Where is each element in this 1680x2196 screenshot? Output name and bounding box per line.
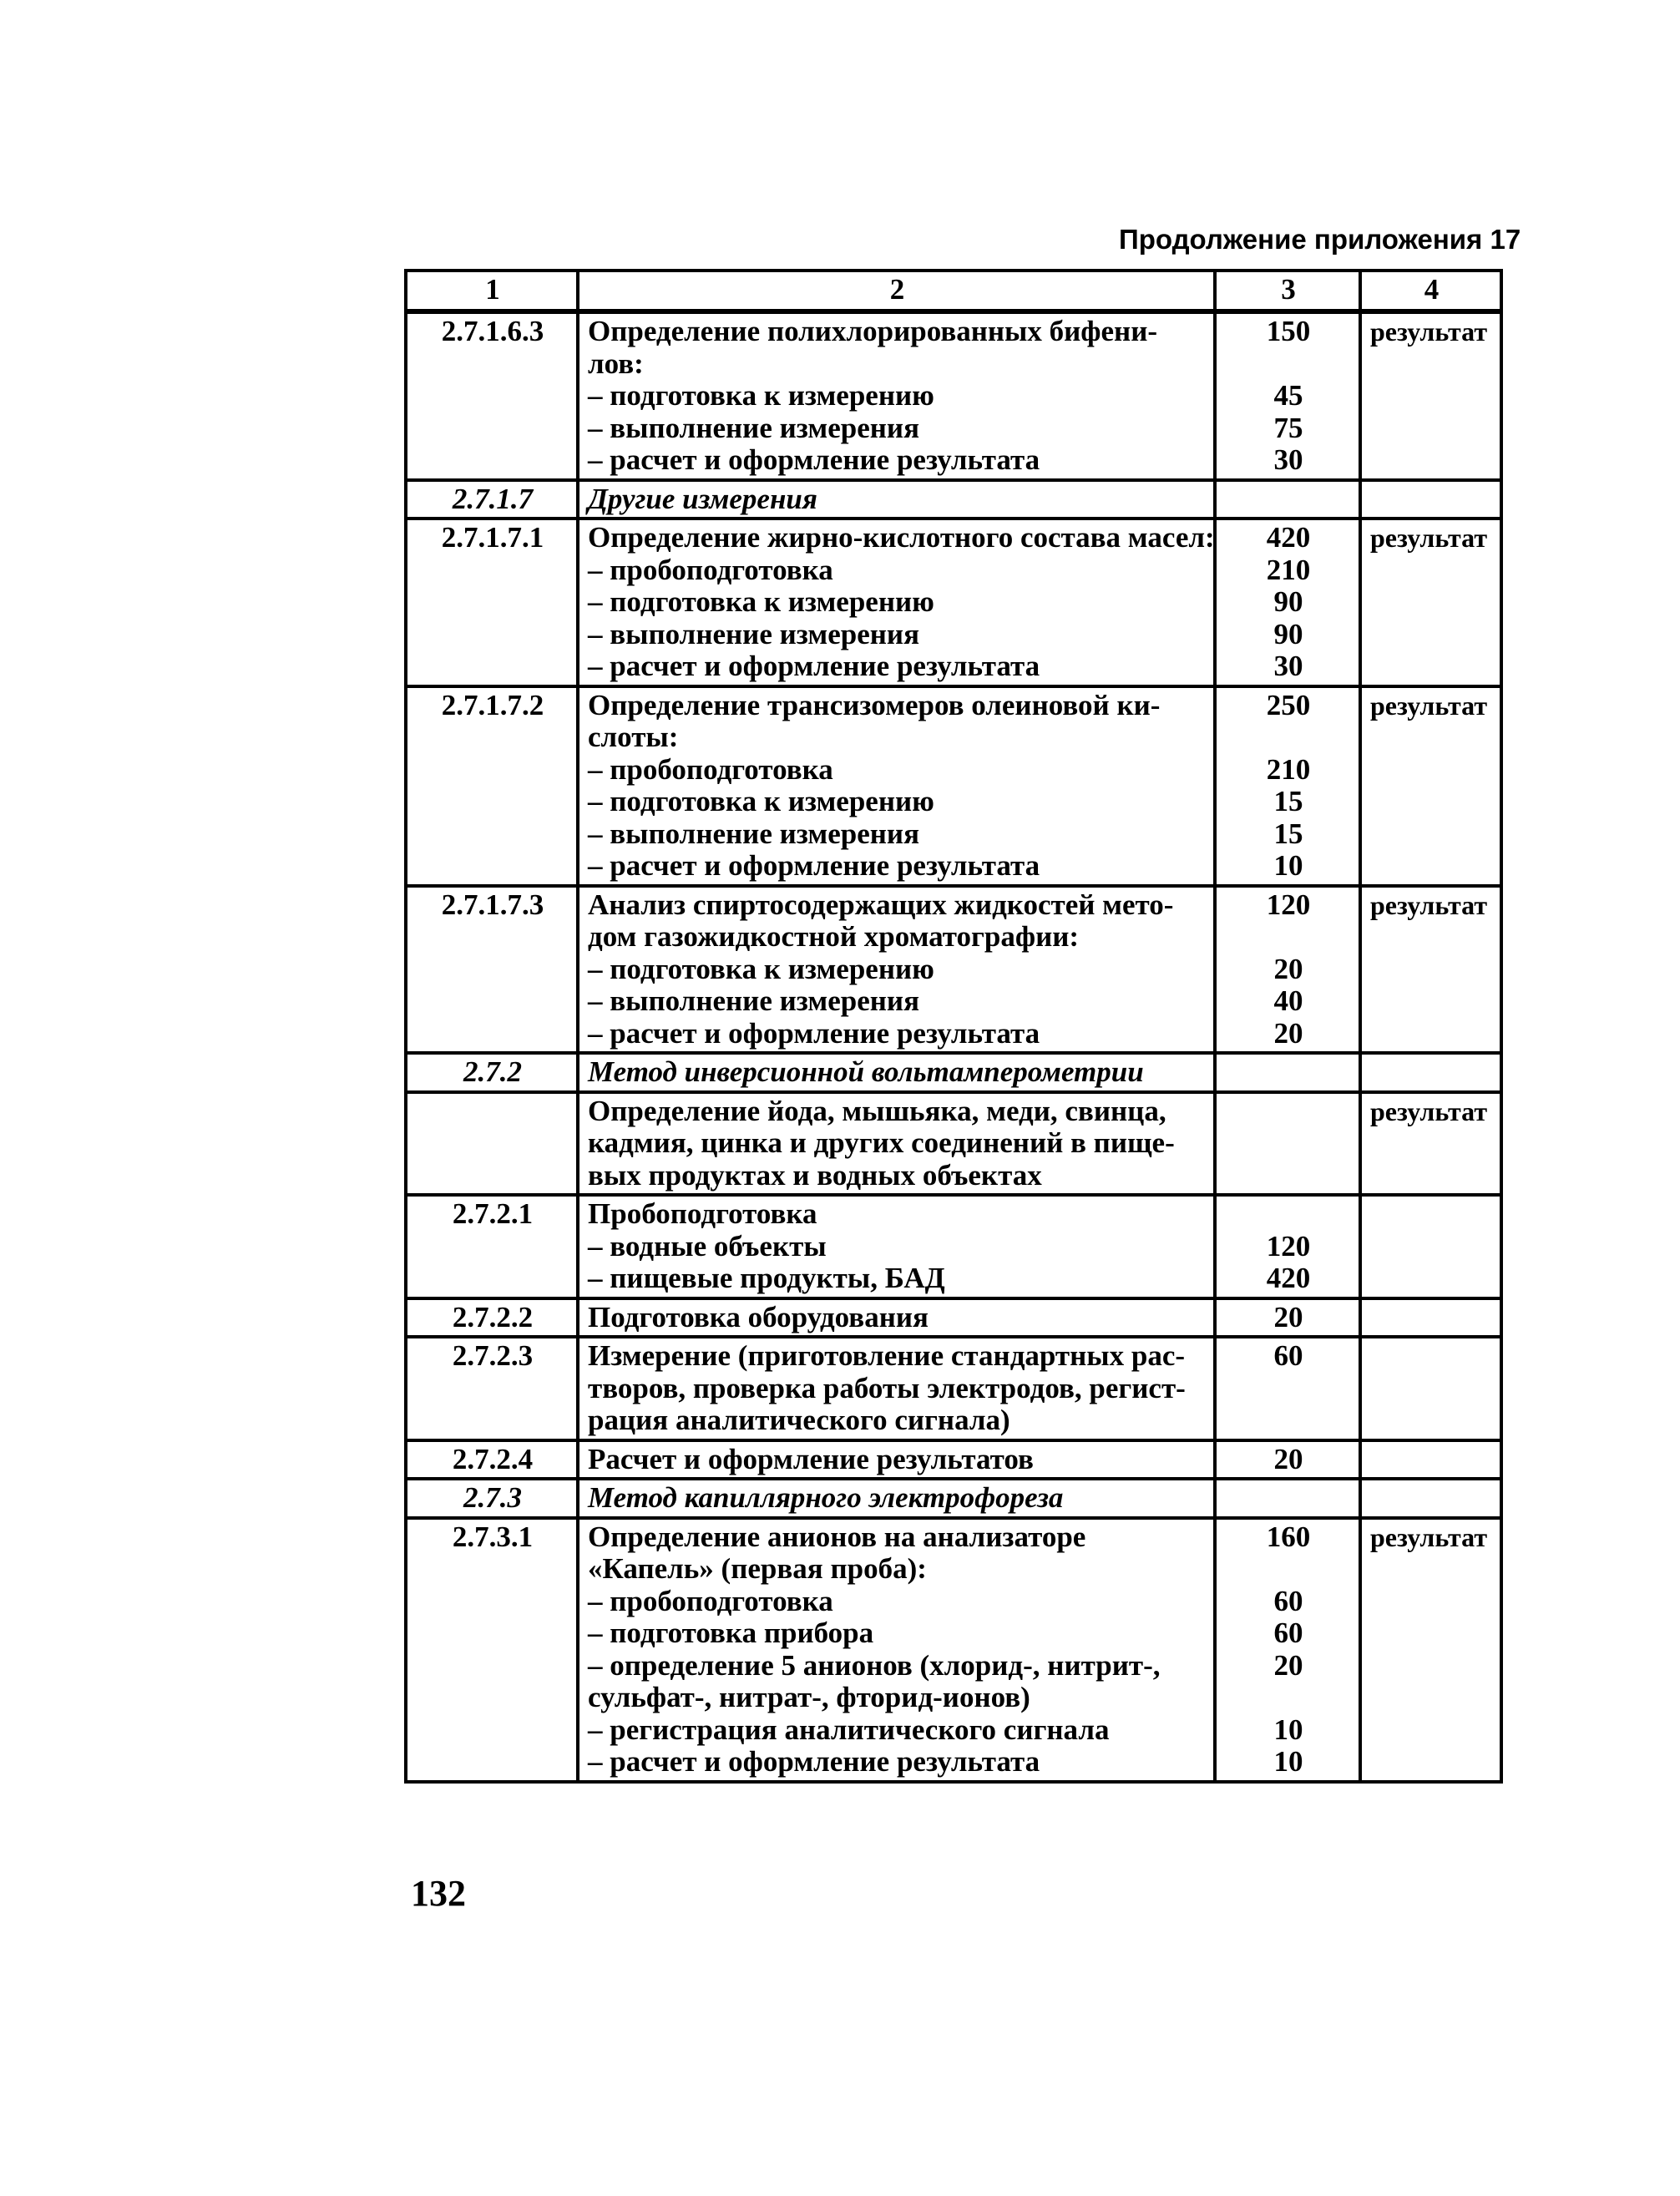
unit-cell: [1360, 1337, 1501, 1440]
norm-value-cell: [1215, 480, 1360, 519]
table-row: [406, 1195, 1501, 1298]
value-line: [1225, 348, 1352, 381]
norm-value-cell: [1215, 1195, 1360, 1298]
row-number-cell: 2.7.1.7.2: [406, 686, 578, 886]
description-line: – подготовка прибора: [588, 1617, 874, 1649]
description-line: рация аналитического сигнала): [588, 1404, 1010, 1436]
description-line: Определение йода, мышьяка, меди, свинца,: [588, 1094, 1166, 1127]
unit-cell: результат: [1360, 1518, 1501, 1782]
description-line: – выполнение измерения: [588, 411, 920, 444]
description-line: Измерение (приготовление стандартных рас-: [588, 1339, 1186, 1372]
value-line: 20: [1273, 1442, 1303, 1475]
description-cell: [578, 519, 1215, 686]
row-number-cell: 2.7.2.3: [406, 1337, 578, 1440]
description-line: – расчет и оформление результата: [588, 1745, 1040, 1778]
table-row: [406, 1298, 1501, 1338]
norm-value-cell: [1215, 1440, 1360, 1480]
description-line: лов:: [588, 347, 644, 380]
column-header-3: 3: [1215, 271, 1360, 311]
value-line: [1225, 1198, 1352, 1231]
value-line: 120: [1266, 1229, 1311, 1262]
description-cell: [578, 1092, 1215, 1196]
value-line: 120: [1266, 888, 1311, 921]
unit-cell: результат: [1360, 519, 1501, 686]
description-line: – расчет и оформление результата: [588, 650, 1040, 682]
value-line: 210: [1266, 553, 1311, 586]
description-line: – определение 5 анионов (хлорид-, нитрит-,: [588, 1648, 1161, 1682]
description-cell: [578, 686, 1215, 886]
value-line: 250: [1266, 688, 1311, 721]
norm-value-cell: [1215, 686, 1360, 886]
unit-cell: [1360, 1440, 1501, 1480]
value-line: 10: [1273, 849, 1303, 882]
description-line: Расчет и оформление результатов: [588, 1442, 1034, 1475]
row-number-cell: 2.7.3.1: [406, 1518, 578, 1782]
value-line: 30: [1273, 650, 1303, 682]
description-line: творов, проверка работы электродов, регист-: [588, 1371, 1186, 1404]
description-cell: [578, 311, 1215, 480]
norm-value-cell: [1215, 519, 1360, 686]
unit-cell: [1360, 1298, 1501, 1338]
description-line: Анализ спиртосодержащих жидкостей мето-: [588, 888, 1174, 921]
value-line: 20: [1273, 1300, 1303, 1333]
table-row: [406, 519, 1501, 686]
row-number-cell: 2.7.2.4: [406, 1440, 578, 1480]
row-number-cell: 2.7.1.7.3: [406, 886, 578, 1054]
value-line: 60: [1273, 1617, 1303, 1649]
section-row: [406, 1053, 1501, 1092]
unit-cell: результат: [1360, 1092, 1501, 1196]
row-number-cell: 2.7.1.7: [406, 480, 578, 519]
table-row: [406, 686, 1501, 886]
description-line: – пищевые продукты, БАД: [588, 1262, 945, 1294]
value-line: 210: [1266, 752, 1311, 786]
description-line: Метод инверсионной вольтамперометрии: [588, 1055, 1144, 1088]
norm-value-cell: [1215, 311, 1360, 480]
description-line: Пробоподготовка: [588, 1197, 817, 1230]
column-header-4: 4: [1360, 271, 1501, 311]
description-cell: [578, 1479, 1215, 1518]
description-line: дом газожидкостной хроматографии:: [588, 920, 1080, 953]
norm-value-cell: [1215, 1053, 1360, 1092]
value-line: [1225, 921, 1352, 954]
description-line: Определение анионов на анализаторе: [588, 1520, 1086, 1553]
column-header-1: 1: [406, 271, 578, 311]
table-row: [406, 886, 1501, 1054]
unit-cell: [1360, 480, 1501, 519]
unit-cell: результат: [1360, 311, 1501, 480]
services-table: [404, 269, 1503, 1784]
unit-cell: результат: [1360, 886, 1501, 1054]
value-line: 420: [1266, 521, 1311, 554]
description-cell: [578, 480, 1215, 519]
column-header-2: 2: [578, 271, 1215, 311]
unit-cell: результат: [1360, 686, 1501, 886]
description-line: – выполнение измерения: [588, 617, 920, 650]
norm-value-cell: [1215, 1092, 1360, 1196]
table-row: [406, 1518, 1501, 1782]
description-line: – расчет и оформление результата: [588, 443, 1040, 476]
table-header-row: [406, 271, 1501, 311]
norm-value-cell: [1215, 1298, 1360, 1338]
unit-cell: [1360, 1053, 1501, 1092]
description-line: – пробоподготовка: [588, 553, 833, 586]
description-cell: [578, 1195, 1215, 1298]
section-row: [406, 480, 1501, 519]
description-line: Определение жирно-кислотного состава масел:: [588, 521, 1215, 554]
unit-cell: [1360, 1195, 1501, 1298]
norm-value-cell: [1215, 1337, 1360, 1440]
table-row: [406, 1440, 1501, 1480]
value-line: 420: [1266, 1262, 1311, 1294]
description-line: кадмия, цинка и других соединений в пище-: [588, 1126, 1175, 1159]
value-line: 20: [1273, 1648, 1303, 1682]
value-line: [1225, 1553, 1352, 1586]
description-line: – подготовка к измерению: [588, 952, 934, 985]
value-line: 60: [1273, 1584, 1303, 1617]
value-line: 15: [1273, 817, 1303, 850]
description-cell: [578, 1440, 1215, 1480]
value-line: 15: [1273, 785, 1303, 817]
table-row: [406, 1092, 1501, 1196]
description-cell: [578, 1518, 1215, 1782]
description-line: – пробоподготовка: [588, 1584, 833, 1617]
row-number-cell: [406, 1092, 578, 1196]
table-row: [406, 311, 1501, 480]
section-row: [406, 1479, 1501, 1518]
description-line: – водные объекты: [588, 1229, 827, 1262]
description-cell: [578, 1298, 1215, 1338]
description-line: – выполнение измерения: [588, 817, 920, 850]
description-line: – подготовка к измерению: [588, 785, 934, 817]
description-line: – подготовка к измерению: [588, 379, 934, 412]
norm-value-cell: [1215, 1518, 1360, 1782]
row-number-cell: 2.7.1.6.3: [406, 311, 578, 480]
description-cell: [578, 1053, 1215, 1092]
value-line: [1225, 1682, 1352, 1714]
row-number-cell: 2.7.1.7.1: [406, 519, 578, 686]
value-line: 30: [1273, 443, 1303, 476]
value-line: 60: [1273, 1339, 1303, 1372]
norm-value-cell: [1215, 1479, 1360, 1518]
value-line: 45: [1273, 379, 1303, 412]
value-line: 40: [1273, 984, 1303, 1017]
description-line: сульфат-, нитрат-, фторид-ионов): [588, 1681, 1030, 1713]
description-line: Подготовка оборудования: [588, 1300, 929, 1333]
description-line: – пробоподготовка: [588, 752, 833, 786]
value-line: 20: [1273, 1016, 1303, 1050]
value-line: 160: [1266, 1520, 1311, 1553]
description-cell: [578, 1337, 1215, 1440]
continuation-header: Продолжение приложения 17: [1119, 224, 1521, 255]
row-number-cell: 2.7.3: [406, 1479, 578, 1518]
value-line: 90: [1273, 585, 1303, 618]
description-line: – подготовка к измерению: [588, 585, 934, 618]
value-line: 75: [1273, 411, 1303, 444]
description-cell: [578, 886, 1215, 1054]
value-line: 150: [1266, 315, 1311, 347]
description-line: Определение трансизомеров олеиновой ки-: [588, 688, 1161, 721]
norm-value-cell: [1215, 886, 1360, 1054]
description-line: Метод капиллярного электрофореза: [588, 1481, 1064, 1514]
row-number-cell: 2.7.2.2: [406, 1298, 578, 1338]
description-line: – выполнение измерения: [588, 984, 920, 1017]
description-line: слоты:: [588, 721, 679, 753]
description-line: – расчет и оформление результата: [588, 1016, 1040, 1050]
page-number: 132: [411, 1873, 466, 1914]
value-line: 20: [1273, 952, 1303, 985]
description-line: вых продуктах и водных объектах: [588, 1158, 1042, 1192]
description-line: «Капель» (первая проба):: [588, 1552, 927, 1585]
unit-cell: [1360, 1479, 1501, 1518]
description-line: – расчет и оформление результата: [588, 849, 1040, 882]
description-line: – регистрация аналитического сигнала: [588, 1713, 1110, 1746]
description-line: Другие измерения: [588, 482, 817, 515]
value-line: 90: [1273, 617, 1303, 650]
value-line: 10: [1273, 1713, 1303, 1746]
description-line: Определение полихлорированных бифени-: [588, 315, 1158, 347]
value-line: 10: [1273, 1745, 1303, 1778]
table-body: [406, 311, 1501, 1782]
value-line: [1225, 721, 1352, 754]
table-row: [406, 1337, 1501, 1440]
row-number-cell: 2.7.2.1: [406, 1195, 578, 1298]
row-number-cell: 2.7.2: [406, 1053, 578, 1092]
